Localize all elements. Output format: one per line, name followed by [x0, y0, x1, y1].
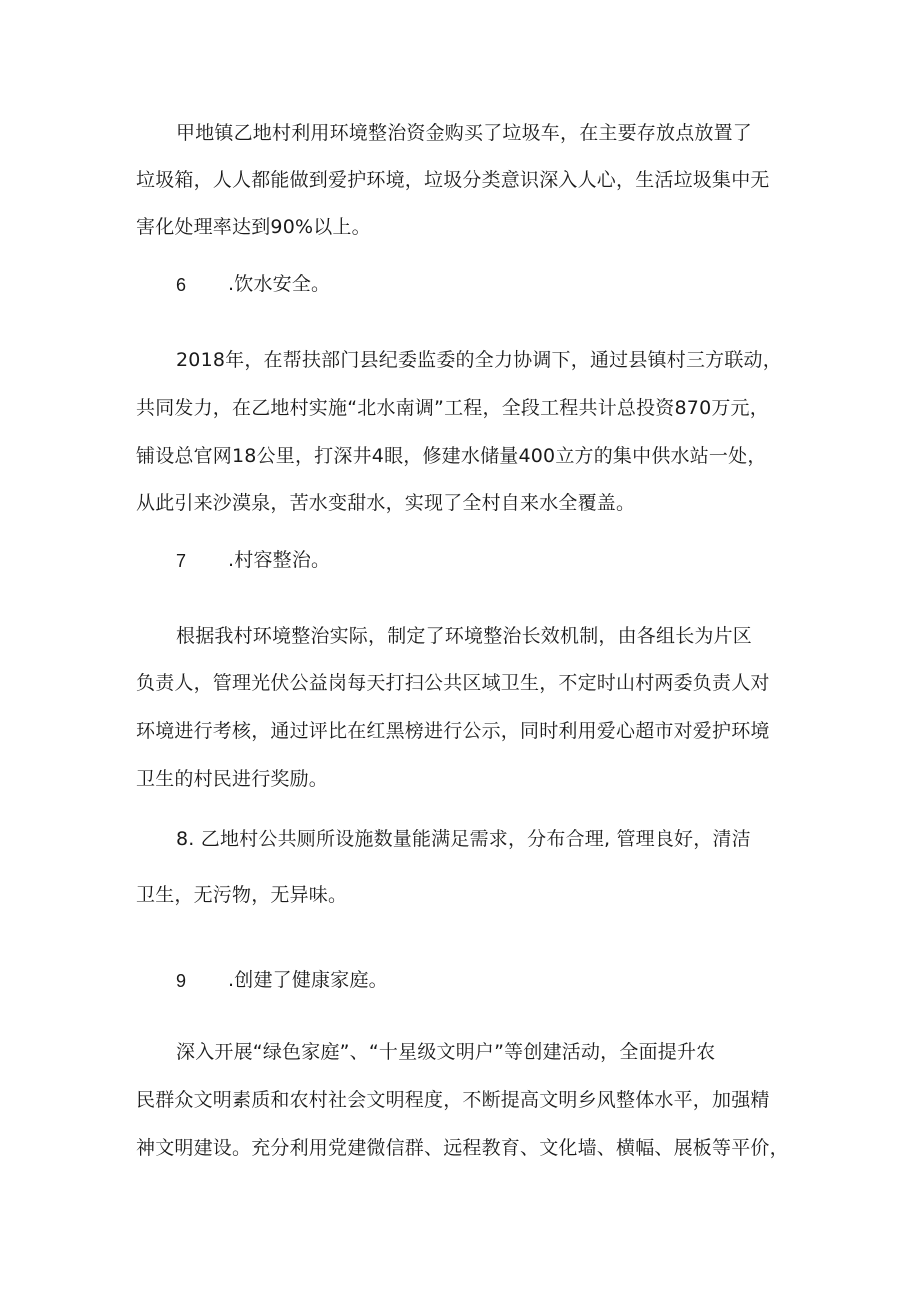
- heading-7-number: 7: [176, 551, 187, 571]
- paragraph-1-line-2: 垃圾箱，人人都能做到爱护环境，垃圾分类意识深入人心，生活垃圾集中无: [136, 169, 770, 191]
- heading-6-title: .饮水安全。: [228, 273, 331, 295]
- paragraph-4-line-1: 8. 乙地村公共厕所设施数量能满足需求，分布合理, 管理良好，清洁: [176, 828, 751, 850]
- paragraph-2-line-2: 共同发力，在乙地村实施“北水南调”工程，全段工程共计总投资870万元，: [136, 397, 769, 419]
- paragraph-1-line-1: 甲地镇乙地村利用环境整治资金购买了垃圾车，在主要存放点放置了: [176, 122, 753, 144]
- paragraph-3-line-4: 卫生的村民进行奖励。: [136, 768, 329, 790]
- paragraph-3-line-3: 环境进行考核，通过评比在红黑榜进行公示，同时利用爱心超市对爱护环境: [136, 720, 770, 742]
- paragraph-3-line-2: 负责人，管理光伏公益岗每天打扫公共区域卫生，不定时山村两委负责人对: [136, 672, 770, 694]
- paragraph-4-line-2: 卫生，无污物，无异味。: [136, 884, 348, 906]
- heading-9-title: .创建了健康家庭。: [228, 969, 388, 991]
- paragraph-3-line-1: 根据我村环境整治实际，制定了环境整治长效机制，由各组长为片区: [176, 625, 753, 647]
- paragraph-2-line-4: 从此引来沙漠泉，苦水变甜水，实现了全村自来水全覆盖。: [136, 492, 636, 514]
- heading-7-title: .村容整治。: [228, 549, 331, 571]
- paragraph-1-line-3: 害化处理率达到90%以上。: [136, 216, 371, 238]
- paragraph-5-line-3: 神文明建设。充分利用党建微信群、远程教育、文化墙、横幅、展板等平价，: [136, 1137, 789, 1159]
- paragraph-5-line-2: 民群众文明素质和农村社会文明程度，不断提高文明乡风整体水平，加强精: [136, 1089, 770, 1111]
- paragraph-2-line-1: 2018年，在帮扶部门县纪委监委的全力协调下，通过县镇村三方联动，: [176, 349, 782, 371]
- heading-6-number: 6: [176, 275, 187, 295]
- paragraph-2-line-3: 铺设总官网18公里，打深井4眼，修建水储量400立方的集中供水站一处，: [136, 445, 767, 467]
- paragraph-5-line-1: 深入开展“绿色家庭”、“十星级文明户”等创建活动，全面提升农: [176, 1041, 716, 1063]
- heading-9-number: 9: [176, 971, 187, 991]
